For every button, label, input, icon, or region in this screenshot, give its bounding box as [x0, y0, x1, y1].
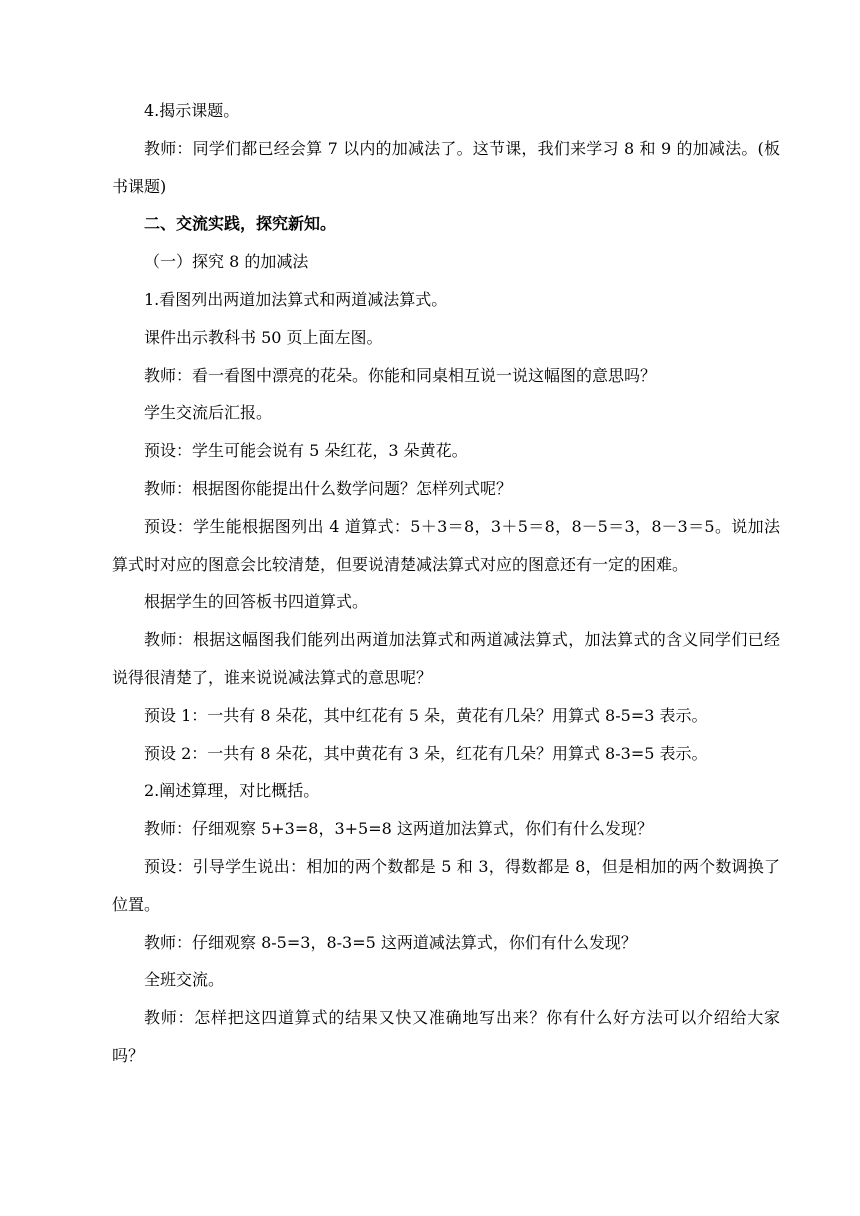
student-paragraph: 学生交流后汇报。	[144, 403, 273, 423]
class-exchange-paragraph: 全班交流。	[144, 970, 225, 990]
teacher-paragraph: 教师：仔细观察 8-5=3，8-3=5 这两道减法算式，你们有什么发现？	[144, 932, 637, 952]
preset-paragraph: 预设：引导学生说出：相加的两个数都是 5 和 3，得数都是 8，但是相加的两个数调换了位置。	[112, 856, 780, 914]
teacher-paragraph: 教师：根据图你能提出什么数学问题？怎样列式呢？	[144, 478, 513, 498]
courseware-paragraph: 课件出示教科书 50 页上面左图。	[144, 327, 383, 347]
section-2-heading: 二、交流实践，探究新知。	[144, 214, 337, 234]
teacher-paragraph: 教师：仔细观察 5+3=8，3+5=8 这两道加法算式，你们有什么发现？	[144, 819, 653, 839]
preset-1-paragraph: 预设 1：一共有 8 朵花，其中红花有 5 朵，黄花有几朵？用算式 8-5=3 表示。	[144, 705, 708, 725]
step-1-heading: 1.看图列出两道加法算式和两道减法算式。	[144, 289, 448, 309]
teacher-intro-paragraph: 教师：同学们都已经会算 7 以内的加减法了。这节课，我们来学习 8 和 9 的加减法。(板书课题)	[112, 138, 780, 196]
board-writing-paragraph: 根据学生的回答板书四道算式。	[144, 592, 369, 612]
teacher-paragraph: 教师：根据这幅图我们能列出两道加法算式和两道减法算式，加法算式的含义同学们已经说得很清楚了，谁来说说减法算式的意思呢？	[112, 630, 780, 687]
preset-paragraph: 预设：学生可能会说有 5 朵红花，3 朵黄花。	[144, 441, 468, 461]
step-4-heading: 4.揭示课题。	[144, 101, 240, 120]
subsection-1-heading: （一）探究 8 的加减法	[144, 252, 309, 272]
preset-paragraph: 预设：学生能根据图列出 4 道算式：5＋3＝8，3＋5＝8，8－5＝3，8－3＝5。说加法算式时对应的图意会比较清楚，但要说清楚减法算式对应的图意还有一定的困难。	[112, 516, 780, 574]
step-2-heading: 2.阐述算理，对比概括。	[144, 781, 320, 801]
preset-2-paragraph: 预设 2：一共有 8 朵花，其中黄花有 3 朵，红花有几朵？用算式 8-3=5 表示。	[144, 743, 708, 763]
teacher-paragraph: 教师：看一看图中漂亮的花朵。你能和同桌相互说一说这幅图的意思吗？	[144, 365, 657, 385]
document-body	[112, 92, 780, 1075]
teacher-paragraph: 教师：怎样把这四道算式的结果又快又准确地写出来？你有什么好方法可以介绍给大家吗？	[112, 1008, 780, 1065]
